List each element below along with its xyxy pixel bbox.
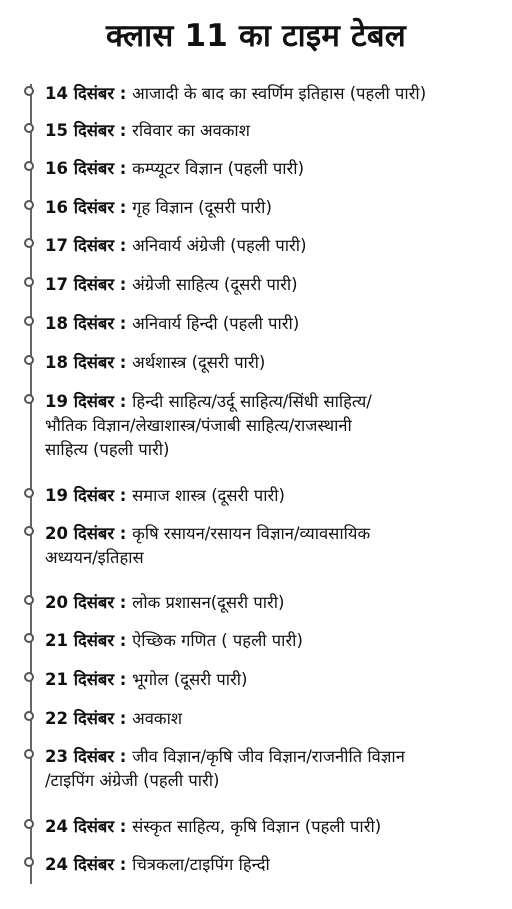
entry-text (45, 629, 505, 653)
entry-subject-line: अध्ययन/इतिहास (45, 548, 144, 567)
entry-text (45, 707, 505, 731)
entry-text (45, 273, 505, 297)
entry-subject-line: अंग्रेजी साहित्य (दूसरी पारी) (132, 275, 298, 294)
timeline-dot-icon (24, 316, 34, 326)
entry-date: 16 दिसंबर : (45, 198, 133, 217)
entry-date: 24 दिसंबर : (45, 855, 133, 874)
entry-subject-line: भौतिक विज्ञान/लेखाशास्त्र/पंजाबी साहित्य/राजस्थानी (45, 416, 352, 435)
entry-text (45, 853, 505, 877)
timeline-dot-icon (24, 123, 34, 133)
entry-date: 17 दिसंबर : (45, 275, 133, 294)
entry-subject-line: अवकाश (132, 709, 183, 728)
entry-text (45, 745, 505, 793)
entry-subject-line: भूगोल (दूसरी पारी) (132, 670, 248, 689)
entry-date: 15 दिसंबर : (45, 121, 133, 140)
entry-subject-line: गृह विज्ञान (दूसरी पारी) (132, 198, 272, 217)
timeline-dot-icon (24, 595, 34, 605)
entry-date: 14 दिसंबर : (45, 84, 133, 103)
entry-text (45, 351, 505, 375)
timeline-dot-icon (24, 857, 34, 867)
timeline-dot-icon (24, 355, 34, 365)
entry-subject-line: अनिवार्य अंग्रेजी (पहली पारी) (132, 236, 307, 255)
entry-subject-line: अनिवार्य हिन्दी (पहली पारी) (132, 314, 300, 333)
entry-subject-line: /टाइपिंग अंग्रेजी (पहली पारी) (45, 771, 220, 790)
entry-subject-line: हिन्दी साहित्य/उर्दू साहित्य/सिंधी साहित्य/ (132, 392, 372, 411)
timeline-dot-icon (24, 277, 34, 287)
entry-subject-line: अर्थशास्त्र (दूसरी पारी) (132, 353, 266, 372)
timeline-dot-icon (24, 749, 34, 759)
entry-text (45, 119, 505, 143)
timeline-dot-icon (24, 672, 34, 682)
entry-date: 17 दिसंबर : (45, 236, 133, 255)
timeline-dot-icon (24, 238, 34, 248)
page-title: क्लास 11 का टाइम टेबल (106, 18, 406, 54)
entry-text (45, 157, 505, 181)
entry-subject-line: जीव विज्ञान/कृषि जीव विज्ञान/राजनीति विज्ञान (132, 747, 405, 766)
entry-date: 19 दिसंबर : (45, 486, 133, 505)
entry-subject-line: आजादी के बाद का स्वर्णिम इतिहास (पहली पारी) (132, 84, 427, 103)
entry-text (45, 196, 505, 220)
timeline-dot-icon (24, 819, 34, 829)
entry-subject-line: रविवार का अवकाश (132, 121, 250, 140)
entry-date: 24 दिसंबर : (45, 817, 133, 836)
entry-date: 18 दिसंबर : (45, 314, 133, 333)
entry-date: 18 दिसंबर : (45, 353, 133, 372)
entry-text (45, 591, 505, 615)
timeline-dot-icon (24, 394, 34, 404)
entry-text (45, 815, 505, 839)
entry-date: 19 दिसंबर : (45, 392, 133, 411)
entry-text (45, 82, 505, 106)
entry-date: 20 दिसंबर : (45, 524, 133, 543)
timeline-dot-icon (24, 200, 34, 210)
timeline-dot-icon (24, 86, 34, 96)
entry-subject-line: समाज शास्त्र (दूसरी पारी) (132, 486, 285, 505)
entry-subject-line: ऐच्छिक गणित ( पहली पारी) (132, 631, 303, 650)
entry-text (45, 668, 505, 692)
timeline-dot-icon (24, 161, 34, 171)
entry-subject-line: संस्कृत साहित्य, कृषि विज्ञान (पहली पारी) (132, 817, 382, 836)
entry-text (45, 234, 505, 258)
entry-text (45, 312, 505, 336)
entry-date: 20 दिसंबर : (45, 593, 133, 612)
entry-date: 16 दिसंबर : (45, 159, 133, 178)
timeline-dot-icon (24, 633, 34, 643)
entry-text (45, 484, 505, 508)
entry-date: 21 दिसंबर : (45, 631, 133, 650)
entry-subject-line: कृषि रसायन/रसायन विज्ञान/व्यावसायिक (132, 524, 371, 543)
entry-subject-line: लोक प्रशासन(दूसरी पारी) (132, 593, 285, 612)
timeline-dot-icon (24, 711, 34, 721)
entry-subject-line: चित्रकला/टाइपिंग हिन्दी (132, 855, 270, 874)
timeline-dot-icon (24, 526, 34, 536)
timeline-dot-icon (24, 488, 34, 498)
entry-date: 23 दिसंबर : (45, 747, 133, 766)
entry-subject-line: कम्प्यूटर विज्ञान (पहली पारी) (132, 159, 305, 178)
entry-date: 22 दिसंबर : (45, 709, 133, 728)
entry-text (45, 522, 505, 570)
entry-subject-line: साहित्य (पहली पारी) (45, 440, 170, 459)
entry-text (45, 390, 505, 462)
entry-date: 21 दिसंबर : (45, 670, 133, 689)
